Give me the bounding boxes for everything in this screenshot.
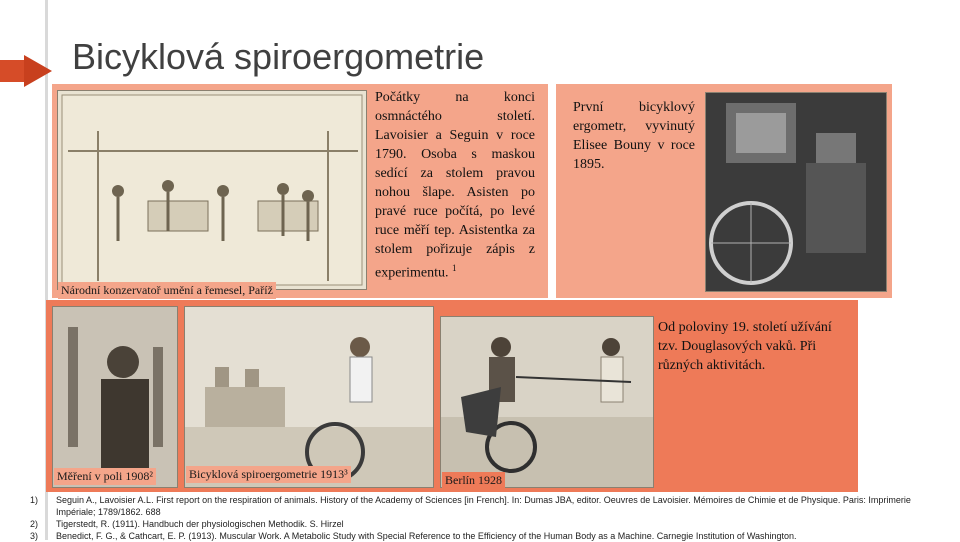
slide-title: Bicyklová spiroergometrie bbox=[72, 36, 485, 77]
reference-item bbox=[30, 530, 930, 542]
references-list bbox=[30, 494, 930, 542]
title-accent-bar bbox=[0, 60, 24, 82]
lavoisier-engraving-image bbox=[57, 90, 367, 290]
reference-text: Seguin A., Lavoisier A.L. First report on the respiration of animals. History of the Academy of Sciences [in French]. In: Dumas JBA, editor. Oeuvres de Lavoisier. Mémoires de Chimie et de Physique. Paris: Imprimerie Impériale; 1789/1862. 688 bbox=[56, 495, 911, 517]
reference-number: 2) bbox=[30, 519, 39, 529]
reference-text: Benedict, F. G., & Cathcart, E. P. (1913). Muscular Work. A Metabolic Study with Special Reference to the Efficiency of the Human Body as a Machine. Carnegie Institution of Washington. bbox=[56, 531, 797, 541]
reference-number: 3) bbox=[30, 531, 39, 541]
field-measurement-caption: Měření v poli 1908² bbox=[54, 468, 156, 485]
reference-item bbox=[30, 518, 930, 530]
bicycle-1913-image bbox=[184, 306, 434, 488]
bouny-ergometer-image bbox=[705, 92, 887, 292]
lavoisier-description bbox=[375, 88, 535, 283]
field-measurement-image bbox=[52, 306, 178, 488]
reference-number: 1) bbox=[30, 495, 39, 505]
berlin-1928-image bbox=[440, 316, 654, 488]
berlin-1928-caption: Berlín 1928 bbox=[442, 472, 505, 489]
title-accent-arrow bbox=[24, 55, 52, 87]
reference-text: Tigerstedt, R. (1911). Handbuch der physiologischen Methodik. S. Hirzel bbox=[56, 519, 344, 529]
lavoisier-reference-marker: 1 bbox=[451, 263, 457, 273]
bicycle-1913-caption: Bicyklová spiroergometrie 1913³ bbox=[186, 466, 351, 483]
lavoisier-image-caption: Národní konzervatoř umění a řemesel, Paříž bbox=[58, 282, 276, 299]
bouny-description: První bicyklový ergometr, vyvinutý Elisee Bouny v roce 1895. bbox=[573, 100, 695, 172]
douglas-description: Od poloviny 19. století užívání tzv. Douglasových vaků. Při různých aktivitách. bbox=[658, 320, 832, 373]
reference-item bbox=[30, 494, 930, 518]
lavoisier-description-text: Počátky na konci osmnáctého století. Lavoisier a Seguin v roce 1790. Osoba s maskou sedící za stolem pravou nohou šlape. Asisten po pravé ruce počítá, po levé ruce měří tep. Asistentka za stolem pořizuje zápis z experimentu. bbox=[375, 90, 535, 281]
